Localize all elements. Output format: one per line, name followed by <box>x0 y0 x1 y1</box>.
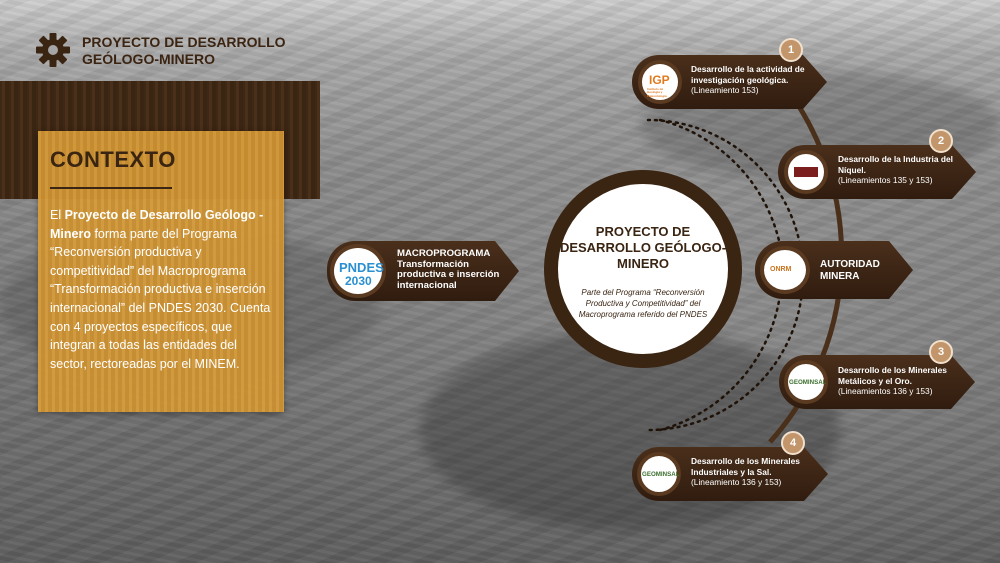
igp-logo <box>638 60 682 104</box>
geominsal-logo <box>637 452 681 496</box>
pndes-logo <box>330 244 386 298</box>
project-3-text <box>838 365 956 397</box>
nickel-logo-mark <box>794 167 818 177</box>
badge-2: 2 <box>929 129 953 153</box>
project-1-text <box>691 64 809 96</box>
project-2-text <box>838 154 956 186</box>
project-3-title: Desarrollo de los Minerales Metálicos y el Oro. <box>838 365 947 386</box>
macroprogram-subtitle: Transformación productiva e inserción internacional <box>397 258 500 291</box>
project-4-note: (Lineamiento 136 y 153) <box>691 477 782 488</box>
project-4-text <box>691 456 809 488</box>
page-title: PROYECTO DE DESARROLLO GEÓLOGO-MINERO <box>82 34 286 67</box>
igp-logo-text: IGP <box>649 73 670 87</box>
center-title: PROYECTO DE DESARROLLO GEÓLOGO-MINERO <box>559 224 727 271</box>
project-2-title: Desarrollo de la Industria del Níquel. <box>838 154 953 175</box>
pndes-logo-year: 2030 <box>345 274 372 288</box>
authority-title: AUTORIDAD MINERA <box>820 259 880 282</box>
authority-text <box>820 259 890 283</box>
macroprogram-title: MACROPROGRAMA <box>397 248 491 259</box>
geominsal-logo-text: GEOMINSAL <box>642 471 680 478</box>
onrm-logo-text: ONRM <box>770 266 792 273</box>
geominsal-logo <box>784 360 828 404</box>
pndes-logo-text: PNDES <box>339 260 384 275</box>
project-4-title: Desarrollo de los Minerales Industriales y la Sal. <box>691 456 800 477</box>
igp-logo-subtext: Instituto de Geología y Paleontología <box>647 87 667 98</box>
badge-3: 3 <box>929 340 953 364</box>
project-1-note: (Lineamiento 153) <box>691 85 759 96</box>
badge-4: 4 <box>781 431 805 455</box>
context-text: forma parte del Programa “Reconversión productiva y competitividad” del Macroprograma “Transformación productiva e inserción internacional” del PNDES 2030. Cuenta con 4 proyectos específicos, que integran a todas las entidades del sector, rectoreadas por el MINEM. <box>50 226 271 371</box>
nickel-logo <box>784 150 828 194</box>
onrm-logo <box>760 246 810 294</box>
context-title: CONTEXTO <box>50 147 176 172</box>
project-3-note: (Lineamientos 136 y 153) <box>838 386 933 397</box>
badge-1: 1 <box>779 38 803 62</box>
project-2-note: (Lineamientos 135 y 153) <box>838 175 933 186</box>
context-highlight: Proyecto de Desarrollo Geólogo - Minero <box>50 208 264 241</box>
center-subtitle: Parte del Programa “Reconversión Productiva y Competitividad” del Macroprograma referido del PNDES <box>578 288 708 319</box>
context-text: El <box>50 208 65 222</box>
project-1-title: Desarrollo de la actividad de investigación geológica. <box>691 64 805 85</box>
geominsal-logo-text: GEOMINSAL <box>789 379 827 386</box>
macroprogram-text <box>397 249 502 291</box>
